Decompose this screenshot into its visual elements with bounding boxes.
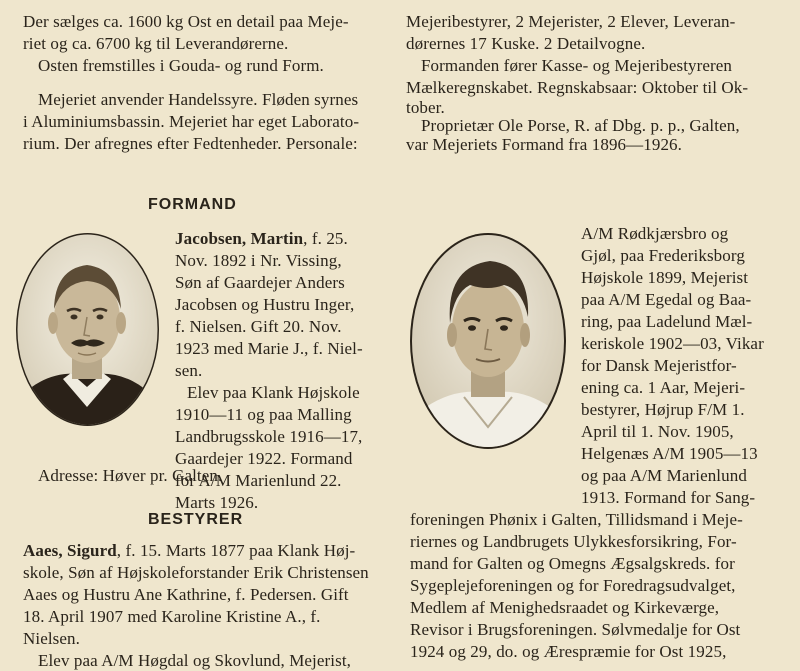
bestyrer-first-line xyxy=(23,541,355,561)
formand-heading: FORMAND xyxy=(148,196,237,213)
bio-side-line: Gjøl, paa Frederiksborg xyxy=(581,246,745,265)
formand-name: Jacobsen, Martin xyxy=(175,229,304,248)
right-column xyxy=(400,0,800,670)
bio-side-line: paa A/M Egedal og Baa- xyxy=(581,290,752,309)
right-intro-line: Formanden fører Kasse- og Mejeribestyreren xyxy=(421,56,733,75)
bio-side-line: for Dansk Mejeristfor- xyxy=(581,356,737,375)
intro-line: riet og ca. 6700 kg til Leverandørerne. xyxy=(23,34,289,53)
bestyrer-heading: BESTYRER xyxy=(148,511,244,528)
bio-full-line: foreningen Phønix i Galten, Tillidsmand i Meje- xyxy=(410,510,743,529)
intro-line: Mejeriet anvender Handelssyre. Fløden syrnes xyxy=(38,90,359,109)
bio-side-line: April til 1. Nov. 1905, xyxy=(581,422,734,441)
formand-line: sen. xyxy=(175,361,203,380)
right-intro-line: Mælkeregnskabet. Regnskabsaar: Oktober til Ok- xyxy=(406,78,749,97)
bestyrer-name: Aaes, Sigurd xyxy=(23,541,117,560)
bio-side-line: Helgenæs A/M 1905—13 xyxy=(581,444,758,463)
formand-line: Landbrugsskole 1916—17, xyxy=(175,427,363,446)
formand-portrait xyxy=(15,231,160,428)
bestyrer-line: Elev paa A/M Høgdal og Skovlund, Mejerist, xyxy=(38,651,351,670)
bestyrer-line: Aaes og Hustru Ane Kathrine, f. Pedersen. Gift xyxy=(23,585,349,604)
formand-line: Gaardejer 1922. Formand xyxy=(175,449,353,468)
formand-line: for A/M Marienlund 22. xyxy=(175,471,342,490)
intro-line: Osten fremstilles i Gouda- og rund Form. xyxy=(38,56,324,75)
bio-full-line: Revisor i Brugsforeningen. Sølvmedalje for Ost xyxy=(410,620,741,639)
formand-line: Marts 1926. xyxy=(175,493,259,512)
intro-line: rium. Der afregnes efter Fedtenheder. Personale: xyxy=(23,134,358,153)
bestyrer-line: 18. April 1907 med Karoline Kristine A., f. xyxy=(23,607,321,626)
intro-line: i Aluminiumsbassin. Mejeriet har eget Laborato- xyxy=(23,112,360,131)
bio-full-line: 1924 og 29, do. og Ærespræmie for Ost 1925, xyxy=(410,642,727,661)
right-intro-line: Proprietær Ole Porse, R. af Dbg. p. p., Galten, xyxy=(421,116,740,135)
formand-line: Nov. 1892 i Nr. Vissing, xyxy=(175,251,342,270)
left-column xyxy=(0,0,400,670)
bio-side-line: bestyrer, Højrup F/M 1. xyxy=(581,400,745,419)
bio-side-line: Højskole 1899, Mejerist xyxy=(581,268,749,287)
bestyrer-name-suffix: , f. 15. Marts 1877 paa Klank Høj- xyxy=(116,541,356,560)
bestyrer-line: Nielsen. xyxy=(23,629,80,648)
right-intro-line: Mejeribestyrer, 2 Mejerister, 2 Elever, Leveran- xyxy=(406,12,736,31)
bio-full-line: Sygeplejeforeningen og for Foredragsudvalget, xyxy=(410,576,736,595)
formand-line: 1910—11 og paa Malling xyxy=(175,405,352,424)
bio-full-line: Medlem af Menighedsraadet og Kirkeværge, xyxy=(410,598,720,617)
right-intro-line: tober. xyxy=(406,98,445,117)
formand-line: Jacobsen og Hustru Inger, xyxy=(175,295,355,314)
bio-full-line: mand for Galten og Omegns Ægsalgskreds. for xyxy=(410,554,735,573)
formand-line: f. Nielsen. Gift 20. Nov. xyxy=(175,317,342,336)
formand-address: Adresse: Høver pr. Galten. xyxy=(38,466,223,485)
formand-name-suffix: , f. 25. xyxy=(303,229,348,248)
bio-side-line: keriskole 1902—03, Vikar xyxy=(581,334,764,353)
bio-side-line: og paa A/M Marienlund xyxy=(581,466,747,485)
bio-full-line: riernes og Landbrugets Ulykkesforsikring, For- xyxy=(410,532,737,551)
right-intro-line: dørernes 17 Kuske. 2 Detailvogne. xyxy=(406,34,646,53)
formand-first-line xyxy=(175,229,348,249)
formand-line: Elev paa Klank Højskole xyxy=(187,383,360,402)
bestyrer-portrait xyxy=(408,231,568,451)
bio-side-line: A/M Rødkjærsbro og xyxy=(581,224,729,243)
intro-line: Der sælges ca. 1600 kg Ost en detail paa Meje- xyxy=(23,12,349,31)
bestyrer-line: skole, Søn af Højskoleforstander Erik Christensen xyxy=(23,563,369,582)
bio-side-line: ening ca. 1 Aar, Mejeri- xyxy=(581,378,746,397)
formand-line: 1923 med Marie J., f. Niel- xyxy=(175,339,363,358)
bio-side-line: 1913. Formand for Sang- xyxy=(581,488,756,507)
bio-side-line: ring, paa Ladelund Mæl- xyxy=(581,312,753,331)
right-intro-line: var Mejeriets Formand fra 1896—1926. xyxy=(406,135,683,154)
formand-line: Søn af Gaardejer Anders xyxy=(175,273,345,292)
